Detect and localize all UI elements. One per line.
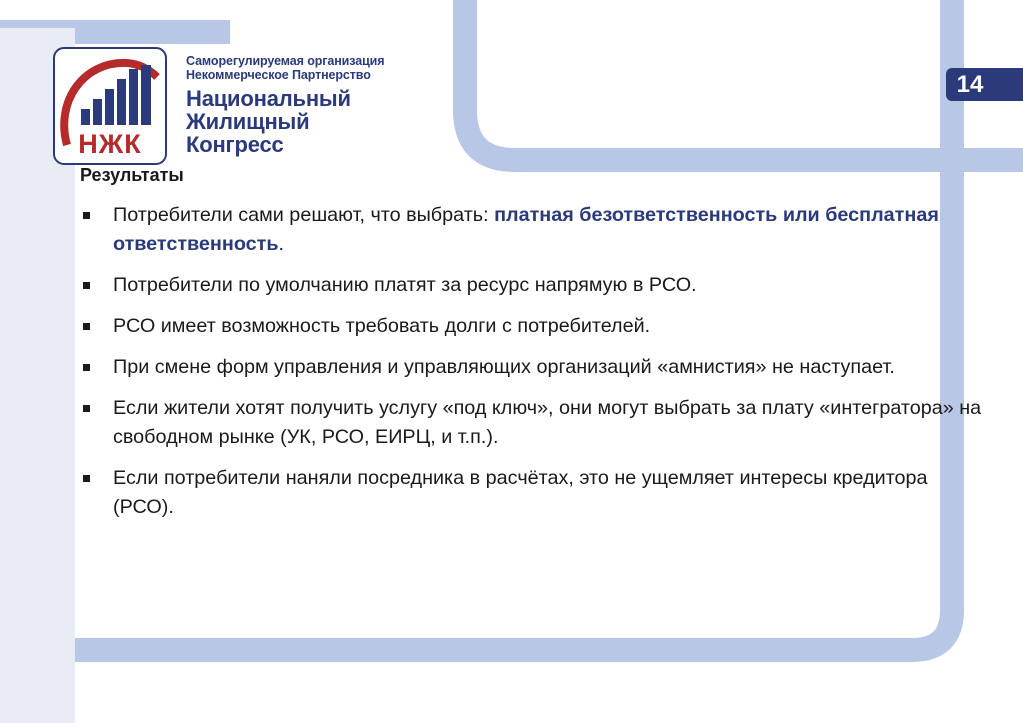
- bullet-item: РСО имеет возможность требовать долги с потребителей.: [80, 312, 992, 341]
- slide-number: 14: [956, 71, 984, 98]
- logo-text: НЖК: [78, 129, 142, 159]
- highlight-text: платная безответственность или бесплатная ответственность: [113, 204, 939, 255]
- org-subtitle-2: Некоммерческое Партнерство: [186, 68, 371, 82]
- slide-content: [80, 164, 992, 534]
- njk-logo: [53, 47, 167, 165]
- org-name-1: Национальный: [186, 86, 351, 111]
- bullet-item: Потребители сами решают, что выбрать: платная безответственность или бесплатная ответственность.: [80, 201, 992, 259]
- slide-number-badge: [946, 68, 1023, 101]
- bullet-item: Если жители хотят получить услугу «под ключ», они могут выбрать за плату «интегратора» на свободном рынке (УК, РСО, ЕИРЦ, и т.п.).: [80, 394, 992, 452]
- org-name-2: Жилищный: [186, 109, 310, 134]
- org-subtitle-1: Саморегулируемая организация: [186, 54, 385, 68]
- bullet-item: Потребители по умолчанию платят за ресурс напрямую в РСО.: [80, 271, 992, 300]
- bullet-list: [80, 201, 992, 522]
- bullet-item: При смене форм управления и управляющих организаций «амнистия» не наступает.: [80, 353, 992, 382]
- section-title: Результаты: [80, 165, 184, 185]
- organization-block: [186, 54, 384, 156]
- bullet-item: Если потребители наняли посредника в расчётах, это не ущемляет интересы кредитора (РСО).: [80, 464, 992, 522]
- org-name-3: Конгресс: [186, 132, 284, 157]
